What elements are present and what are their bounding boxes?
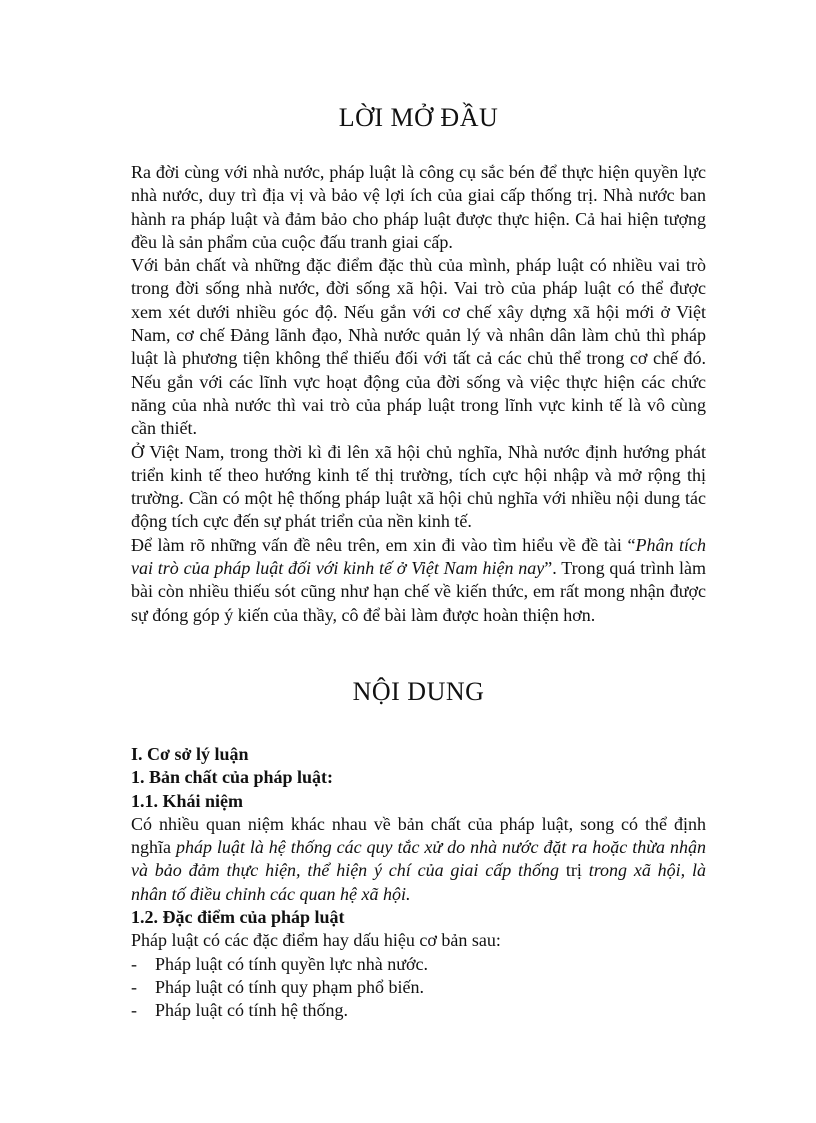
heading-nature-of-law: 1. Bản chất của pháp luật: — [131, 767, 334, 788]
list-item — [131, 976, 706, 999]
definition-italic-1: pháp luật là hệ thống các quy tắc xử do nhà nước đặt ra hoặc thừa nhận và bảo đảm thực hiện, thể hiện ý chí của giai cấp thống — [131, 837, 706, 881]
intro-section — [131, 161, 706, 627]
content-section — [131, 743, 706, 1023]
heading-section-1: I. Cơ sở lý luận — [131, 743, 249, 764]
intro-p4-start: Để làm rõ những vấn đề nêu trên, em xin đi vào tìm hiểu về đề tài “ — [131, 534, 636, 555]
characteristics-list — [131, 953, 706, 1023]
intro-paragraph-2: Với bản chất và những đặc điểm đặc thù của mình, pháp luật có nhiều vai trò trong đời sống nhà nước, đời sống xã hội. Vai trò của pháp luật có thể được xem xét dưới nhiều góc độ. Nếu gắn với cơ chế xây dựng xã hội mới ở Việt Nam, cơ chế Đảng lãnh đạo, Nhà nước quản lý và nhân dân làm chủ thì pháp luật là phương tiện không thể thiếu đối với tất cả các chủ thể trong cơ chế đó. Nếu gắn với các lĩnh vực hoạt động của đời sống và việc thực hiện các chức năng của nhà nước thì vai trò của pháp luật trong lĩnh vực kinh tế là vô cùng cần thiết. — [131, 255, 706, 439]
characteristics-intro: Pháp luật có các đặc điểm hay dấu hiệu cơ bản sau: — [131, 930, 501, 951]
heading-characteristics: 1.2. Đặc điểm của pháp luật — [131, 907, 345, 928]
list-dash: - — [131, 1000, 137, 1021]
intro-paragraph-1: Ra đời cùng với nhà nước, pháp luật là công cụ sắc bén để thực hiện quyền lực nhà nước, duy trì địa vị và bảo vệ lợi ích của giai cấp thống trị. Nhà nước ban hành ra pháp luật và đảm bảo cho pháp luật được thực hiện. Cả hai hiện tượng đều là sản phẩm của cuộc đấu tranh giai cấp. — [131, 162, 706, 252]
intro-paragraph-4 — [131, 534, 706, 627]
list-item-text: Pháp luật có tính quyền lực nhà nước. — [155, 953, 428, 974]
intro-paragraph-3: Ở Việt Nam, trong thời kì đi lên xã hội chủ nghĩa, Nhà nước định hướng phát triển kinh tế theo hướng kinh tế thị trường, tích cực hội nhập và mở rộng thị trường. Cần có một hệ thống pháp luật xã hội chủ nghĩa với nhiều nội dung tác động tích cực đến sự phát triển của nền kinh tế. — [131, 441, 706, 532]
list-item-text: Pháp luật có tính hệ thống. — [155, 1000, 348, 1021]
heading-concept: 1.1. Khái niệm — [131, 790, 244, 811]
list-item-text: Pháp luật có tính quy phạm phổ biến. — [155, 976, 424, 997]
definition-paragraph — [131, 813, 706, 906]
content-title: NỘI DUNG — [352, 676, 485, 706]
definition-start: Có nhiều quan niệm khác nhau về bản chất của pháp luật, song có thể định nghĩa — [131, 813, 706, 858]
definition-italic-2: trong xã hội, là nhân tố điều chỉnh các quan hệ xã hội. — [131, 860, 706, 904]
list-dash: - — [131, 976, 137, 997]
intro-p4-end: ”. Trong quá trình làm bài còn nhiều thiếu sót cũng như hạn chế về kiến thức, em rất mong nhận được sự đóng góp ý kiến của thầy, cô để bài làm được hoàn thiện hơn. — [131, 558, 706, 625]
list-item — [131, 999, 706, 1022]
intro-title: LỜI MỞ ĐẦU — [338, 103, 499, 132]
definition-mid: trị — [559, 860, 589, 881]
topic-title: Phân tích vai trò của pháp luật đối với kinh tế ở Việt Nam hiện nay — [131, 534, 706, 579]
list-item — [131, 953, 706, 976]
list-dash: - — [131, 953, 137, 974]
